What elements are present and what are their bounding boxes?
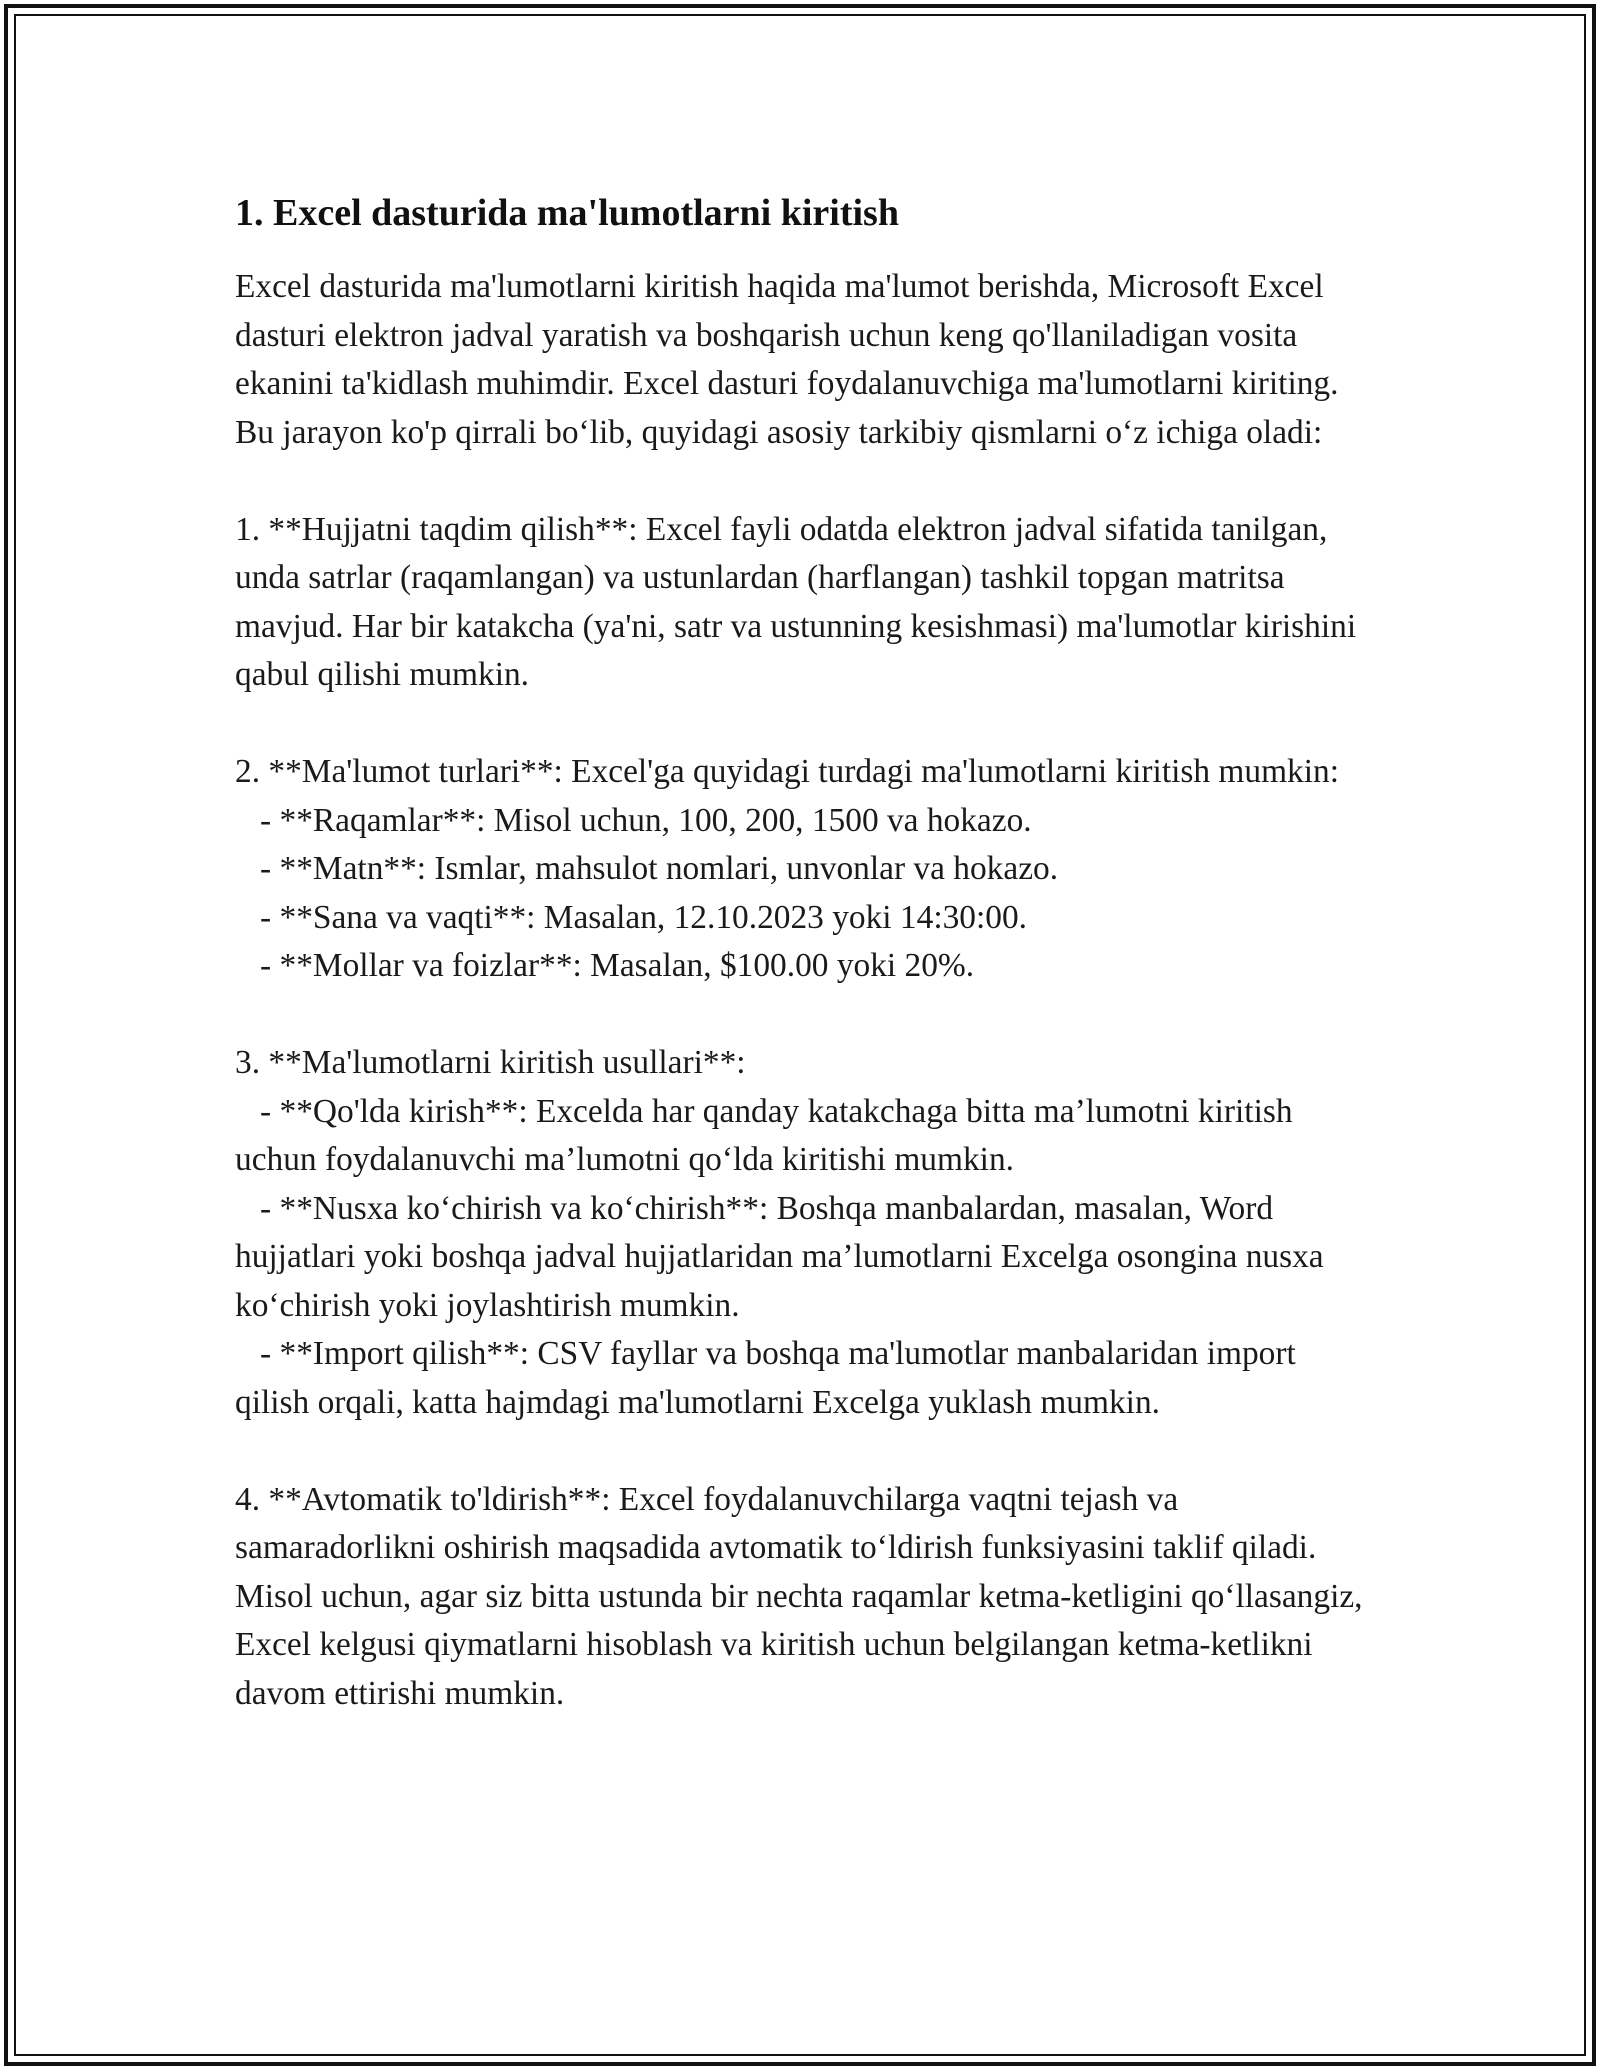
section-3-heading: 3. **Ma'lumotlarni kiritish usullari**:: [235, 1044, 746, 1081]
section-2-item: - **Mollar va foizlar**: Masalan, $100.00 yoki 20%.: [235, 947, 975, 984]
paragraph-gap: [235, 1427, 1375, 1476]
section-3-item: - **Nusxa ko‘chirish va ko‘chirish**: Boshqa manbalardan, masalan, Word hujjatlari yoki boshqa jadval hujjatlaridan ma’lumotlarni Excelga osongina nusxa ko‘chirish yoki joylashtirish mumkin.: [235, 1189, 1332, 1324]
section-3-item: - **Import qilish**: CSV fayllar va boshqa ma'lumotlar manbalaridan import qilish orqali, katta hajmdagi ma'lumotlarni Excelga yuklash mumkin.: [235, 1335, 1305, 1421]
page-title: 1. Excel dasturida ma'lumotlarni kiritish: [235, 192, 899, 234]
intro-paragraph: Excel dasturida ma'lumotlarni kiritish haqida ma'lumot berishda, Microsoft Excel dasturi elektron jadval yaratish va boshqarish uchun keng qo'llaniladigan vosita ekanini ta'kidlash muhimdir. Excel dasturi foydalanuvchiga ma'lumotlarni kiriting. Bu jarayon ko'p qirrali bo‘lib, quyidagi asosiy tarkibiy qismlarni o‘z ichiga oladi:: [235, 268, 1347, 451]
section-3-item: - **Qo'lda kirish**: Excelda har qanday katakchaga bitta ma’lumotni kiritish uchun foydalanuvchi ma’lumotni qo‘lda kiritishi mumkin.: [235, 1092, 1301, 1178]
section-2-item: - **Matn**: Ismlar, mahsulot nomlari, unvonlar va hokazo.: [235, 850, 1059, 887]
section-1-paragraph: 1. **Hujjatni taqdim qilish**: Excel fayli odatda elektron jadval sifatida tanilgan, unda satrlar (raqamlangan) va ustunlardan (harflangan) tashkil topgan matritsa mavjud. Har bir katakcha (ya'ni, satr va ustunning kesishmasi) ma'lumotlar kirishini qabul qilishi mumkin.: [235, 510, 1365, 693]
section-2-heading: 2. **Ma'lumot turlari**: Excel'ga quyidagi turdagi ma'lumotlarni kiritish mumkin:: [235, 753, 1339, 790]
section-2-item: - **Sana va vaqti**: Masalan, 12.10.2023 yoki 14:30:00.: [235, 898, 1028, 936]
document-body: [235, 185, 1375, 1718]
section-2-item: - **Raqamlar**: Misol uchun, 100, 200, 1500 va hokazo.: [235, 801, 1032, 839]
paragraph-gap: [235, 991, 1375, 1040]
paragraph-gap: [235, 457, 1375, 506]
paragraph-gap: [235, 700, 1375, 749]
section-4-paragraph: 4. **Avtomatik to'ldirish**: Excel foydalanuvchilarga vaqtni tejash va samaradorlikni oshirish maqsadida avtomatik to‘ldirish funksiyasini taklif qiladi. Misol uchun, agar siz bitta ustunda bir nechta raqamlar ketma-ketligini qo‘llasangiz, Excel kelgusi qiymatlarni hisoblash va kiritish uchun belgilangan ketma-ketlikni davom ettirishi mumkin.: [235, 1480, 1371, 1712]
